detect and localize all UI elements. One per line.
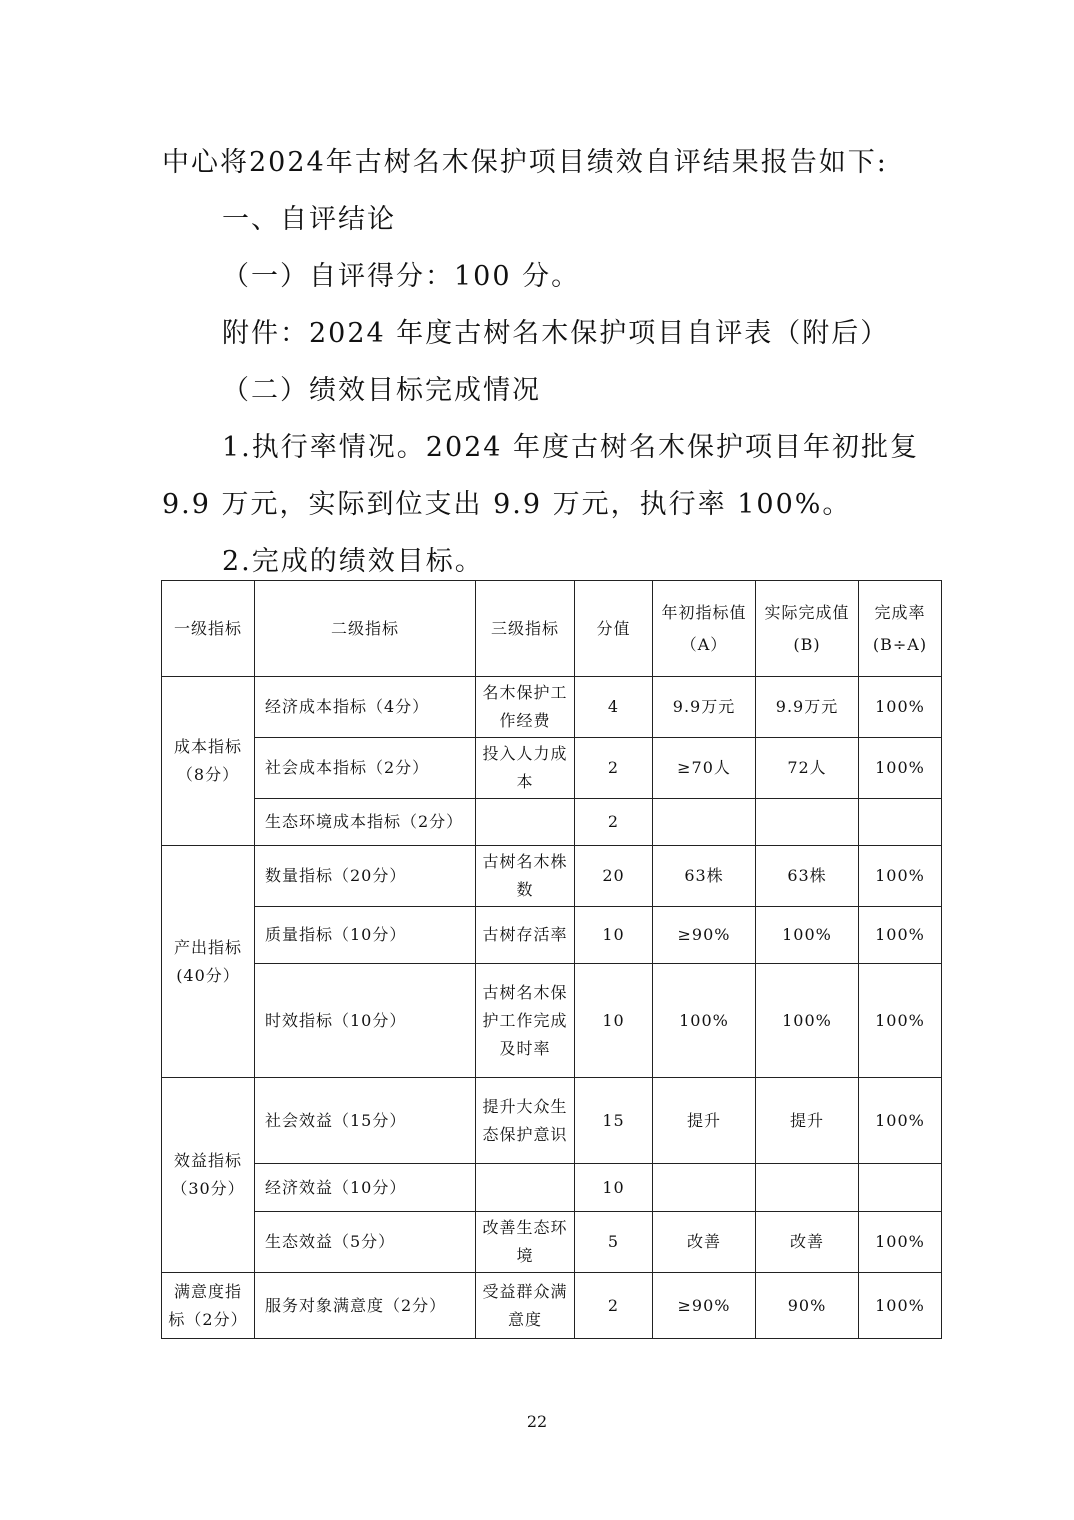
cell: 10 [575,907,653,964]
cell: 63株 [653,846,756,907]
cell: 9.9万元 [756,677,859,738]
cell: 100% [859,846,942,907]
cell: 投入人力成本 [476,738,575,799]
cell: ≥70人 [653,738,756,799]
header-cell: 实际完成值(B) [756,581,859,677]
cell: 100% [859,738,942,799]
cell: 20 [575,846,653,907]
cell: 提升 [756,1078,859,1164]
group-cell-output: 产出指标(40分） [162,846,255,1078]
cell: 10 [575,964,653,1078]
cell: 100% [756,964,859,1078]
cell: 社会效益（15分） [255,1078,476,1164]
heading-self-evaluation-conclusion: 一、自评结论 [222,204,396,235]
cell: 名木保护工作经费 [476,677,575,738]
cell: 古树名木保护工作完成及时率 [476,964,575,1078]
cell: 10 [575,1164,653,1212]
cell: ≥90% [653,1273,756,1339]
page-number: 22 [526,1412,548,1431]
paragraph-attachment: 附件：2024 年度古树名木保护项目自评表（附后） [222,318,890,349]
group-cell-benefit: 效益指标（30分） [162,1078,255,1273]
table-header-row [162,581,942,677]
cell: 质量指标（10分） [255,907,476,964]
cell: 受益群众满意度 [476,1273,575,1339]
table-row [162,846,942,907]
cell: 提升 [653,1078,756,1164]
table-row [162,799,942,846]
table-row [162,1212,942,1273]
paragraph-intro: 中心将2024年古树名木保护项目绩效自评结果报告如下: [162,147,888,178]
cell: 100% [859,677,942,738]
cell: 2 [575,1273,653,1339]
cell [653,799,756,846]
cell [476,799,575,846]
cell: 72人 [756,738,859,799]
cell: 100% [859,907,942,964]
cell: 生态效益（5分） [255,1212,476,1273]
heading-score: （一）自评得分：100 分。 [222,261,581,292]
cell [756,1164,859,1212]
header-cell: 分值 [575,581,653,677]
cell: 15 [575,1078,653,1164]
cell: 4 [575,677,653,738]
cell: 经济效益（10分） [255,1164,476,1212]
table-row [162,907,942,964]
cell: 社会成本指标（2分） [255,738,476,799]
cell: 9.9万元 [653,677,756,738]
cell: 100% [756,907,859,964]
cell: 经济成本指标（4分） [255,677,476,738]
cell: 时效指标（10分） [255,964,476,1078]
table-row [162,1078,942,1164]
cell: 数量指标（20分） [255,846,476,907]
cell: 100% [859,1212,942,1273]
cell: 100% [859,1078,942,1164]
cell: 改善 [653,1212,756,1273]
cell: 古树名木株数 [476,846,575,907]
cell: 服务对象满意度（2分） [255,1273,476,1339]
table-row [162,964,942,1078]
table-row [162,677,942,738]
heading-goal-completion: （二）绩效目标完成情况 [222,375,541,406]
cell: 63株 [756,846,859,907]
cell: 100% [859,1273,942,1339]
cell: 改善 [756,1212,859,1273]
cell [476,1164,575,1212]
header-cell: 二级指标 [255,581,476,677]
table-row [162,1164,942,1212]
cell: 2 [575,799,653,846]
paragraph-execution-rate-1: 1.执行率情况。2024 年度古树名木保护项目年初批复 [222,432,920,463]
heading-completed-goals: 2.完成的绩效目标。 [222,546,484,577]
header-cell: 一级指标 [162,581,255,677]
table-row [162,1273,942,1339]
cell: 100% [653,964,756,1078]
cell: 生态环境成本指标（2分） [255,799,476,846]
cell [756,799,859,846]
cell: 100% [859,964,942,1078]
cell [859,1164,942,1212]
table-row [162,738,942,799]
paragraph-execution-rate-2: 9.9 万元，实际到位支出 9.9 万元，执行率 100%。 [162,489,852,520]
performance-table [161,580,942,1339]
group-cell-cost: 成本指标（8分） [162,677,255,846]
cell [859,799,942,846]
cell: 提升大众生态保护意识 [476,1078,575,1164]
header-cell: 完成率(B÷A) [859,581,942,677]
header-cell: 三级指标 [476,581,575,677]
cell: 90% [756,1273,859,1339]
cell: ≥90% [653,907,756,964]
cell: 2 [575,738,653,799]
cell [653,1164,756,1212]
cell: 改善生态环境 [476,1212,575,1273]
cell: 5 [575,1212,653,1273]
header-cell: 年初指标值（A） [653,581,756,677]
group-cell-satisfaction: 满意度指标（2分） [162,1273,255,1339]
cell: 古树存活率 [476,907,575,964]
